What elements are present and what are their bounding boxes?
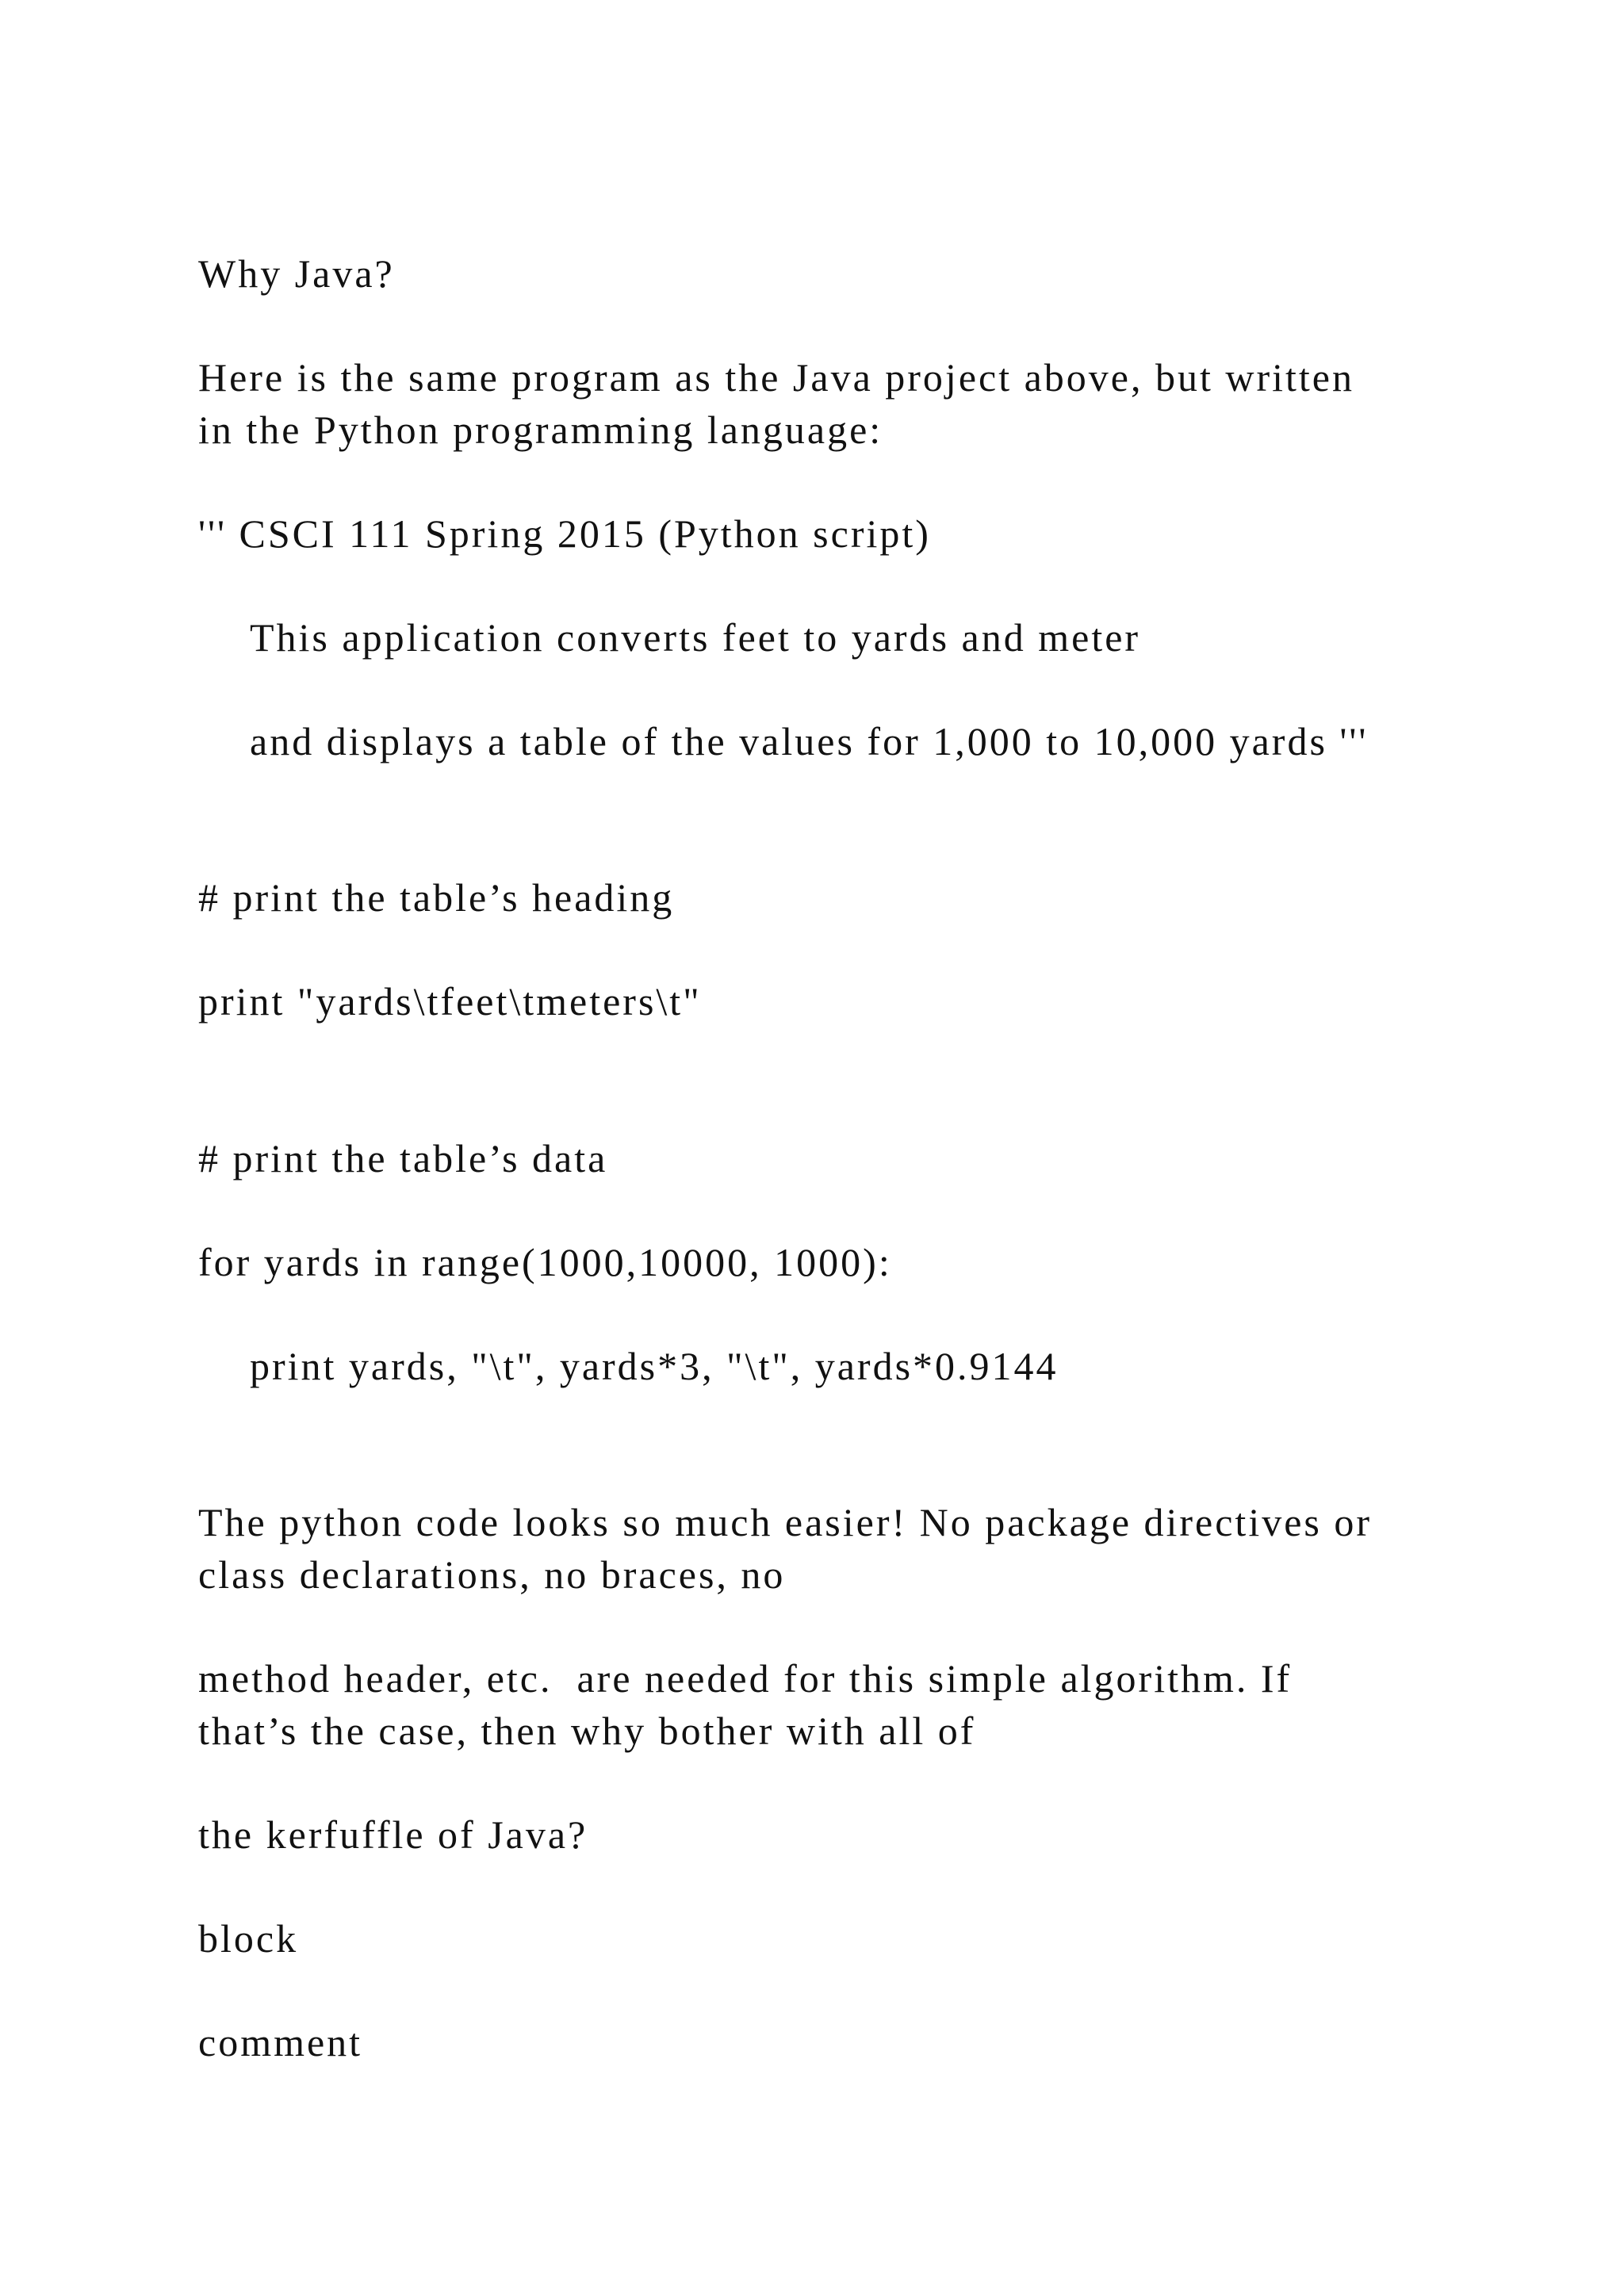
intro-line-1: Here is the same program as the Java project above, but written (198, 355, 1354, 400)
comment-heading: # print the table’s heading (198, 875, 675, 920)
comment-data: # print the table’s data (198, 1136, 608, 1181)
discussion-para3: the kerfuffle of Java? (198, 1812, 588, 1857)
docstring-open: ''' CSCI 111 Spring 2015 (Python script) (198, 511, 931, 556)
print-row: print yards, "\t", yards*3, "\t", yards*0.9144 (250, 1344, 1059, 1388)
discussion-para2-line2: that’s the case, then why bother with all of (198, 1709, 976, 1753)
discussion-para1-line2: class declarations, no braces, no (198, 1552, 786, 1597)
discussion-para2-line1: method header, etc. are needed for this simple algorithm. If (198, 1656, 1293, 1701)
discussion-para1-line1: The python code looks so much easier! No package directives or (198, 1500, 1373, 1544)
label-comment: comment (198, 2020, 363, 2064)
heading: Why Java? (198, 251, 395, 296)
print-heading: print "yards\tfeet\tmeters\t" (198, 979, 702, 1024)
label-block: block (198, 1916, 299, 1961)
for-loop: for yards in range(1000,10000, 1000): (198, 1240, 892, 1284)
intro-line-2: in the Python programming language: (198, 408, 883, 452)
docstring-line-2: and displays a table of the values for 1,000 to 10,000 yards ''' (250, 719, 1369, 763)
docstring-line-1: This application converts feet to yards and meter (250, 615, 1141, 660)
